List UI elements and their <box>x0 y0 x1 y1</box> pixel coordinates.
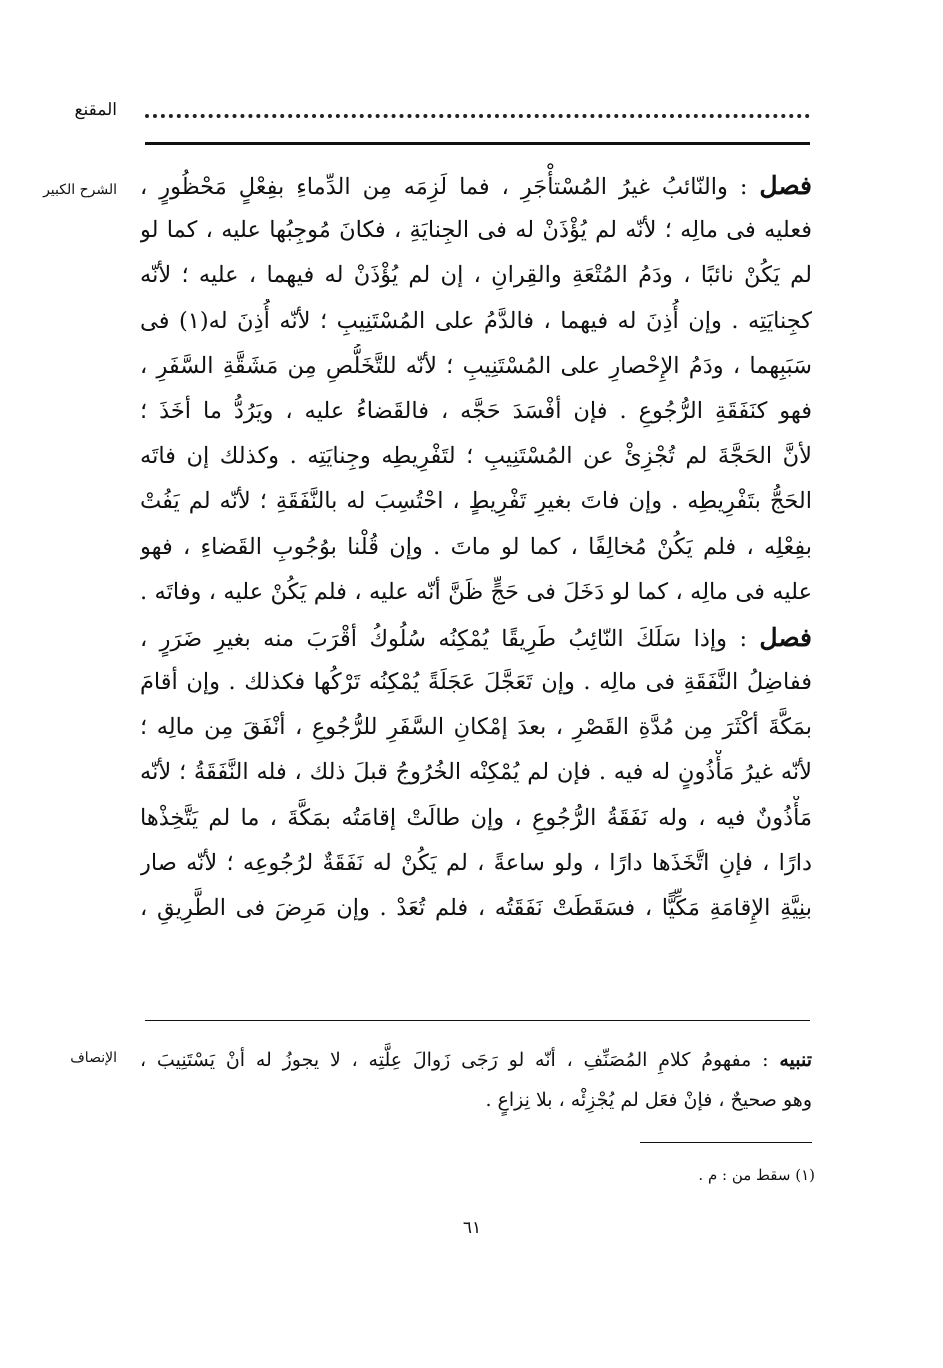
fasl-heading: فصل <box>759 622 812 652</box>
commentary-text <box>140 163 812 931</box>
commentary-line: دارًا ، فإنِ اتَّخَذَها دارًا ، ولو ساعةً ، لم يَكُنْ له نَفَقَةٌ لرُجُوعِه ؛ لأنّه صار <box>140 849 812 876</box>
commentary-line: عليه فى مالِه ، كما لو دَخَلَ فى حَجٍّ ظَنَّ أنّه عليه ، فلم يَكُنْ عليه ، وفاتَه . <box>140 578 812 605</box>
commentary-line: مَأْذُونٌ فيه ، وله نَفَقَةُ الرُّجُوعِ ، وإن طالَتْ إقامَتُه بمَكَّةَ ، ما لم يَتَّخِذْها <box>140 804 812 831</box>
commentary-line-text: : والنّائبُ غيرُ المُسْتأْجَرِ ، فما لَزِمَه مِن الدِّماءِ بفِعْلٍ مَحْظُورٍ ، <box>140 174 760 200</box>
page-number: ٦١ <box>462 1218 482 1238</box>
header-rule <box>145 142 810 145</box>
divider-rule <box>145 1020 810 1021</box>
commentary-line: ففاضِلُ النَّفَقَةِ فى مالِه . وإن تَعَجَّلَ عَجَلَةً يُمْكِنُه تَرْكُها فكذلك . وإن أقامَ <box>140 669 812 696</box>
commentary-line: بمَكَّةَ أكْثَرَ مِن مُدَّةِ القَصْرِ ، بعدَ إمْكانِ السَّفَرِ للرُّجُوعِ ، أنْفَقَ مِن مالِه ؛ <box>140 714 812 741</box>
commentary-line: فهو كنَفَقَةِ الرُّجُوعِ . فإن أفْسَدَ حَجَّه ، فالقَضاءُ عليه ، ويَرُدُّ ما أخَذَ ؛ <box>140 397 812 424</box>
commentary-line: لم يَكُنْ نائبًا ، ودَمُ المُتْعَةِ والقِرانِ ، إن لم يُؤْذَنْ له فيهما ، عليه ؛ لأنّه <box>140 262 812 289</box>
commentary-line: بفِعْلِه ، فلم يَكُنْ مُخالِفًا ، كما لو ماتَ . وإن قُلْنا بوُجُوبِ القَضاءِ ، فهو <box>140 533 812 560</box>
running-header-title: المقنع <box>74 100 117 120</box>
commentary-line: لأنّه غيرُ مَأْذُونٍ له فيه . فإن لم يُمْكِنْه الخُرُوجُ قبلَ ذلك ، فله النَّفَقَةُ ؛ لأنّه <box>140 759 812 786</box>
commentary-line: لأنَّ الحَجَّةَ لم تُجْزِئْ عن المُسْتَنِيبِ ؛ لتَفْرِيطِه وجِنايَتِه . وكذلك إن فاتَه <box>140 443 812 470</box>
insaf-line <box>140 1040 812 1080</box>
commentary-line: كجِنايَتِه . وإن أُذِنَ له فيهما ، فالدَّمُ على المُسْتَنِيبِ ؛ لأنّه أُذِنَ له(١) فى <box>140 307 812 334</box>
insaf-text <box>140 1040 812 1120</box>
footnote-rule <box>640 1142 812 1143</box>
tanbih-heading: تنبيه <box>779 1049 812 1071</box>
commentary-line-text: : وإذا سَلَكَ النّائِبُ طَرِيقًا يُمْكِنُه سُلُوكُ أقْرَبَ منه بغيرِ ضَرَرٍ ، <box>140 625 760 652</box>
fasl-heading: فصل <box>759 171 812 200</box>
commentary-line: فعليه فى مالِه ؛ لأنّه لم يُؤْذَنْ له فى الجِنايَةِ ، فكانَ مُوجِبُها عليه ، كما لو <box>140 217 812 244</box>
insaf-line-text: : مفهومُ كلامِ المُصَنِّفِ ، أنّه لو رَجَى زَوالَ عِلَّتِه ، لا يجوزُ له أنْ يَسْتَنِيبَ ، <box>140 1049 780 1071</box>
commentary-line: بنِيَّةِ الإِقامَةِ مَكِّيًّا ، فسَقَطَتْ نَفَقَتُه ، فلم تُعَدْ . وإن مَرِضَ فى الطَّرِيقِ ، <box>140 895 812 921</box>
commentary-line <box>140 615 812 660</box>
margin-label-commentary: الشرح الكبير <box>43 182 117 198</box>
commentary-line: الحَجُّ بتَفْرِيطِه . وإن فاتَ بغيرِ تَفْرِيطٍ ، احْتُسِبَ له بالنَّفَقَةِ ؛ لأنّه لم يَفُتْ <box>140 488 812 515</box>
commentary-line <box>140 163 812 208</box>
margin-label-insaf: الإنصاف <box>70 1050 117 1066</box>
insaf-line: وهو صحيحٌ ، فإنْ فعَل لم يُجْزِئْه ، بلا نِزاعٍ . <box>485 1089 812 1111</box>
dotted-leader <box>145 114 810 118</box>
commentary-line: سَبَبِهما ، ودَمُ الإِحْصارِ على المُسْتَنِيبِ ؛ لأنّه للتَّخَلُّصِ مِن مَشَقَّةِ السَّفَرِ ، <box>140 352 812 379</box>
footnote: (١) سقط من : م . <box>698 1166 815 1184</box>
